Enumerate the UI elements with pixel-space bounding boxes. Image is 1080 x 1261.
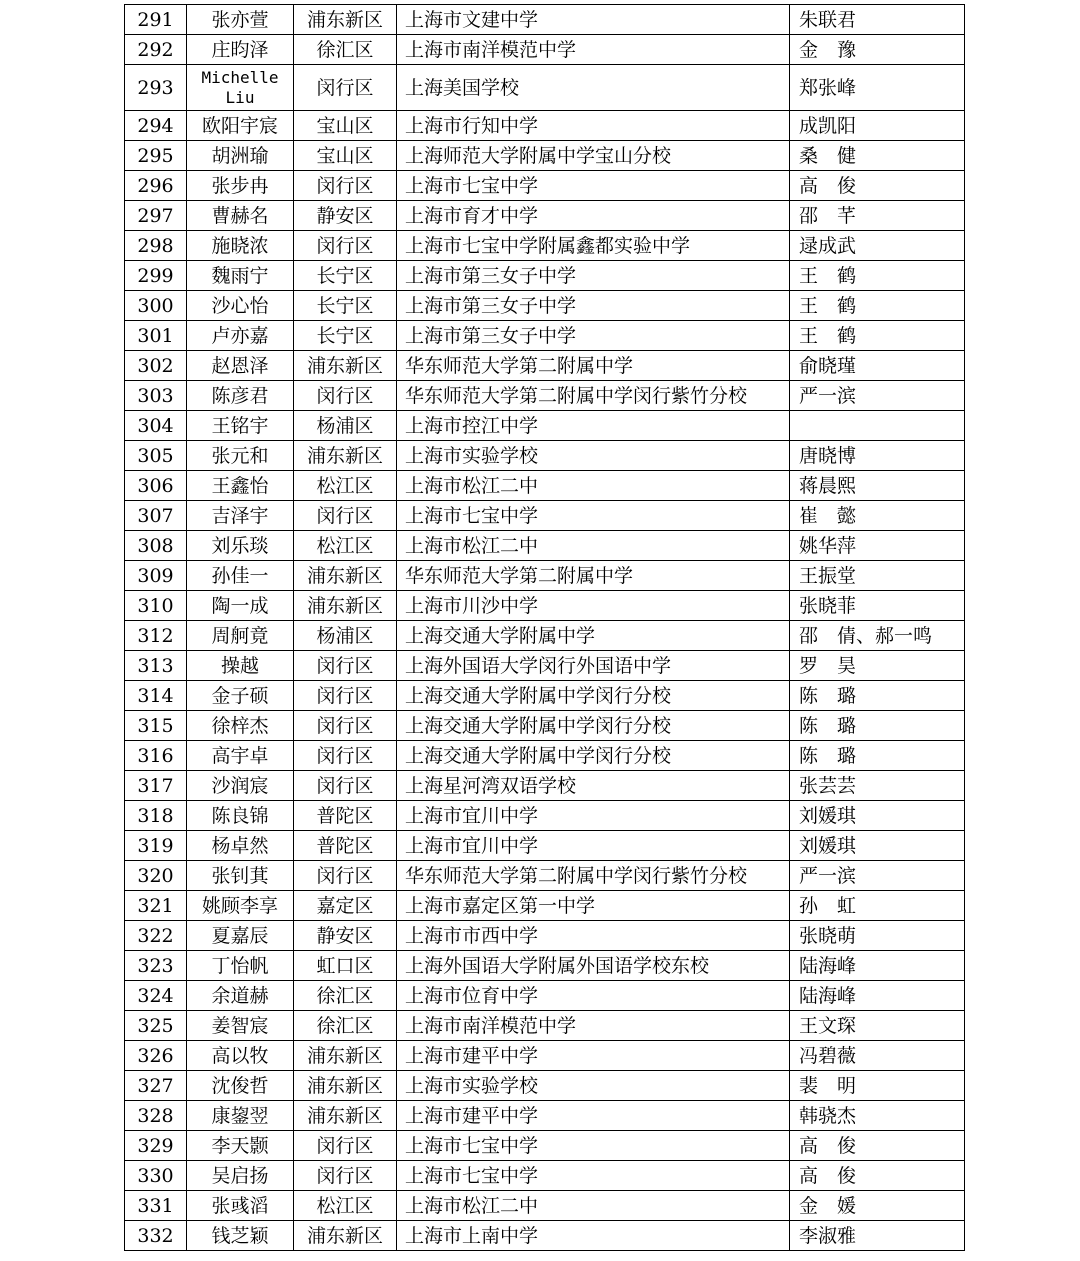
- table-row: [125, 501, 965, 531]
- teacher-cell: 裴 明: [790, 1071, 965, 1101]
- district-cell: 宝山区: [294, 111, 397, 141]
- row-number-cell: 295: [125, 141, 187, 171]
- student-name-cell: 沈俊哲: [187, 1071, 294, 1101]
- row-number-cell: 316: [125, 741, 187, 771]
- district-cell: 浦东新区: [294, 5, 397, 35]
- table-row: [125, 1071, 965, 1101]
- district-cell: 长宁区: [294, 321, 397, 351]
- student-name-cell: 曹赫名: [187, 201, 294, 231]
- student-name-cell: 陶一成: [187, 591, 294, 621]
- teacher-cell: 李淑雅: [790, 1221, 965, 1251]
- teacher-cell: 金 豫: [790, 35, 965, 65]
- teacher-cell: 王文琛: [790, 1011, 965, 1041]
- teacher-cell: 严一滨: [790, 861, 965, 891]
- row-number-cell: 300: [125, 291, 187, 321]
- district-cell: 闵行区: [294, 861, 397, 891]
- school-cell: 上海市七宝中学: [397, 1161, 790, 1191]
- district-cell: 浦东新区: [294, 441, 397, 471]
- row-number-cell: 318: [125, 801, 187, 831]
- table-row: [125, 771, 965, 801]
- school-cell: 上海市宜川中学: [397, 801, 790, 831]
- district-cell: 闵行区: [294, 65, 397, 111]
- student-name-cell: 陈良锦: [187, 801, 294, 831]
- table-row: [125, 681, 965, 711]
- student-name-cell: 周舸竟: [187, 621, 294, 651]
- teacher-cell: 陆海峰: [790, 951, 965, 981]
- row-number-cell: 306: [125, 471, 187, 501]
- school-cell: 上海市七宝中学: [397, 1131, 790, 1161]
- school-cell: 上海市实验学校: [397, 441, 790, 471]
- school-cell: 上海市育才中学: [397, 201, 790, 231]
- school-cell: 上海交通大学附属中学闵行分校: [397, 681, 790, 711]
- student-name-cell: 康鋆翌: [187, 1101, 294, 1131]
- district-cell: 静安区: [294, 921, 397, 951]
- row-number-cell: 298: [125, 231, 187, 261]
- teacher-cell: 唐晓博: [790, 441, 965, 471]
- school-cell: 上海市南洋模范中学: [397, 1011, 790, 1041]
- district-cell: 静安区: [294, 201, 397, 231]
- school-cell: 上海市行知中学: [397, 111, 790, 141]
- table-row: [125, 321, 965, 351]
- table-row: [125, 111, 965, 141]
- teacher-cell: 刘媛琪: [790, 801, 965, 831]
- school-cell: 上海市嘉定区第一中学: [397, 891, 790, 921]
- school-cell: 华东师范大学第二附属中学: [397, 351, 790, 381]
- teacher-cell: 陈 璐: [790, 681, 965, 711]
- teacher-cell: 俞晓瑾: [790, 351, 965, 381]
- table-row: [125, 591, 965, 621]
- row-number-cell: 303: [125, 381, 187, 411]
- district-cell: 浦东新区: [294, 561, 397, 591]
- table-row: [125, 231, 965, 261]
- student-name-cell: 夏嘉辰: [187, 921, 294, 951]
- student-name-cell: 王鑫怡: [187, 471, 294, 501]
- district-cell: 闵行区: [294, 681, 397, 711]
- table-row: [125, 141, 965, 171]
- row-number-cell: 322: [125, 921, 187, 951]
- student-name-cell: 卢亦嘉: [187, 321, 294, 351]
- student-name-cell: 魏雨宁: [187, 261, 294, 291]
- teacher-cell: 刘媛琪: [790, 831, 965, 861]
- district-cell: 闵行区: [294, 741, 397, 771]
- row-number-cell: 330: [125, 1161, 187, 1191]
- row-number-cell: 293: [125, 65, 187, 111]
- school-cell: 华东师范大学第二附属中学闵行紫竹分校: [397, 381, 790, 411]
- district-cell: 长宁区: [294, 291, 397, 321]
- student-name-cell: 金子硕: [187, 681, 294, 711]
- row-number-cell: 325: [125, 1011, 187, 1041]
- school-cell: 上海星河湾双语学校: [397, 771, 790, 801]
- district-cell: 普陀区: [294, 831, 397, 861]
- school-cell: 上海市文建中学: [397, 5, 790, 35]
- teacher-cell: 王 鹤: [790, 261, 965, 291]
- teacher-cell: 逯成武: [790, 231, 965, 261]
- row-number-cell: 314: [125, 681, 187, 711]
- teacher-cell: 桑 健: [790, 141, 965, 171]
- student-name-cell: 吉泽宇: [187, 501, 294, 531]
- teacher-cell: 蒋晨熙: [790, 471, 965, 501]
- row-number-cell: 317: [125, 771, 187, 801]
- row-number-cell: 329: [125, 1131, 187, 1161]
- row-number-cell: 310: [125, 591, 187, 621]
- roster-body: [125, 5, 965, 1251]
- student-name-cell: 张步冉: [187, 171, 294, 201]
- student-name-cell: Michelle Liu: [187, 65, 294, 111]
- row-number-cell: 328: [125, 1101, 187, 1131]
- row-number-cell: 308: [125, 531, 187, 561]
- row-number-cell: 331: [125, 1191, 187, 1221]
- school-cell: 上海市南洋模范中学: [397, 35, 790, 65]
- student-name-cell: 沙心怡: [187, 291, 294, 321]
- teacher-cell: 高 俊: [790, 1131, 965, 1161]
- school-cell: 上海外国语大学闵行外国语中学: [397, 651, 790, 681]
- school-cell: 上海市上南中学: [397, 1221, 790, 1251]
- district-cell: 浦东新区: [294, 1101, 397, 1131]
- table-row: [125, 1131, 965, 1161]
- school-cell: 上海市七宝中学: [397, 171, 790, 201]
- teacher-cell: 成凯阳: [790, 111, 965, 141]
- teacher-cell: 严一滨: [790, 381, 965, 411]
- school-cell: 上海市七宝中学附属鑫都实验中学: [397, 231, 790, 261]
- teacher-cell: 冯碧薇: [790, 1041, 965, 1071]
- student-name-cell: 余道赫: [187, 981, 294, 1011]
- school-cell: 上海市宜川中学: [397, 831, 790, 861]
- school-cell: 华东师范大学第二附属中学: [397, 561, 790, 591]
- district-cell: 徐汇区: [294, 35, 397, 65]
- school-cell: 上海外国语大学附属外国语学校东校: [397, 951, 790, 981]
- school-cell: 上海市川沙中学: [397, 591, 790, 621]
- student-name-cell: 吴启扬: [187, 1161, 294, 1191]
- row-number-cell: 292: [125, 35, 187, 65]
- school-cell: 上海市松江二中: [397, 531, 790, 561]
- school-cell: 上海师范大学附属中学宝山分校: [397, 141, 790, 171]
- district-cell: 浦东新区: [294, 351, 397, 381]
- student-name-cell: 沙润宸: [187, 771, 294, 801]
- row-number-cell: 299: [125, 261, 187, 291]
- teacher-cell: 邵 芊: [790, 201, 965, 231]
- table-row: [125, 1101, 965, 1131]
- row-number-cell: 324: [125, 981, 187, 1011]
- district-cell: 虹口区: [294, 951, 397, 981]
- table-row: [125, 1191, 965, 1221]
- roster-table: [124, 4, 965, 1251]
- table-row: [125, 651, 965, 681]
- teacher-cell: 陈 璐: [790, 711, 965, 741]
- student-name-cell: 杨卓然: [187, 831, 294, 861]
- district-cell: 闵行区: [294, 771, 397, 801]
- table-row: [125, 291, 965, 321]
- student-name-cell: 徐梓杰: [187, 711, 294, 741]
- row-number-cell: 302: [125, 351, 187, 381]
- teacher-cell: 孙 虹: [790, 891, 965, 921]
- table-row: [125, 1221, 965, 1251]
- teacher-cell: 朱联君: [790, 5, 965, 35]
- teacher-cell: 王振堂: [790, 561, 965, 591]
- district-cell: 松江区: [294, 471, 397, 501]
- student-name-cell: 张亦萱: [187, 5, 294, 35]
- row-number-cell: 321: [125, 891, 187, 921]
- student-name-cell: 李天颢: [187, 1131, 294, 1161]
- table-row: [125, 1041, 965, 1071]
- school-cell: 上海交通大学附属中学闵行分校: [397, 711, 790, 741]
- school-cell: 上海市实验学校: [397, 1071, 790, 1101]
- table-row: [125, 65, 965, 111]
- school-cell: 上海市建平中学: [397, 1101, 790, 1131]
- school-cell: 上海美国学校: [397, 65, 790, 111]
- district-cell: 闵行区: [294, 171, 397, 201]
- student-name-cell: 施晓浓: [187, 231, 294, 261]
- student-name-cell: 孙佳一: [187, 561, 294, 591]
- table-row: [125, 711, 965, 741]
- row-number-cell: 319: [125, 831, 187, 861]
- school-cell: 上海市控江中学: [397, 411, 790, 441]
- row-number-cell: 296: [125, 171, 187, 201]
- row-number-cell: 320: [125, 861, 187, 891]
- student-name-cell: 庄昀泽: [187, 35, 294, 65]
- school-cell: 华东师范大学第二附属中学闵行紫竹分校: [397, 861, 790, 891]
- table-row: [125, 801, 965, 831]
- teacher-cell: [790, 411, 965, 441]
- teacher-cell: 罗 昊: [790, 651, 965, 681]
- teacher-cell: 邵 倩、郝一鸣: [790, 621, 965, 651]
- row-number-cell: 304: [125, 411, 187, 441]
- teacher-cell: 陈 璐: [790, 741, 965, 771]
- school-cell: 上海市松江二中: [397, 471, 790, 501]
- district-cell: 杨浦区: [294, 411, 397, 441]
- table-row: [125, 1161, 965, 1191]
- district-cell: 闵行区: [294, 1131, 397, 1161]
- district-cell: 长宁区: [294, 261, 397, 291]
- student-name-cell: 张元和: [187, 441, 294, 471]
- teacher-cell: 韩骁杰: [790, 1101, 965, 1131]
- student-name-cell: 丁怡帆: [187, 951, 294, 981]
- teacher-cell: 陆海峰: [790, 981, 965, 1011]
- table-row: [125, 35, 965, 65]
- school-cell: 上海市市西中学: [397, 921, 790, 951]
- district-cell: 闵行区: [294, 651, 397, 681]
- school-cell: 上海市第三女子中学: [397, 261, 790, 291]
- row-number-cell: 326: [125, 1041, 187, 1071]
- table-row: [125, 5, 965, 35]
- district-cell: 浦东新区: [294, 1071, 397, 1101]
- table-row: [125, 351, 965, 381]
- table-row: [125, 981, 965, 1011]
- student-name-cell: 胡洲瑜: [187, 141, 294, 171]
- district-cell: 嘉定区: [294, 891, 397, 921]
- student-name-cell: 高以牧: [187, 1041, 294, 1071]
- teacher-cell: 高 俊: [790, 1161, 965, 1191]
- table-row: [125, 1011, 965, 1041]
- table-row: [125, 891, 965, 921]
- student-name-cell: 操越: [187, 651, 294, 681]
- table-row: [125, 741, 965, 771]
- table-row: [125, 411, 965, 441]
- district-cell: 浦东新区: [294, 1221, 397, 1251]
- student-name-cell: 张钊萁: [187, 861, 294, 891]
- row-number-cell: 305: [125, 441, 187, 471]
- row-number-cell: 315: [125, 711, 187, 741]
- row-number-cell: 332: [125, 1221, 187, 1251]
- school-cell: 上海市第三女子中学: [397, 291, 790, 321]
- teacher-cell: 王 鹤: [790, 321, 965, 351]
- table-row: [125, 531, 965, 561]
- district-cell: 徐汇区: [294, 981, 397, 1011]
- teacher-cell: 王 鹤: [790, 291, 965, 321]
- table-row: [125, 201, 965, 231]
- student-name-cell: 姚顾李享: [187, 891, 294, 921]
- row-number-cell: 327: [125, 1071, 187, 1101]
- district-cell: 杨浦区: [294, 621, 397, 651]
- school-cell: 上海市七宝中学: [397, 501, 790, 531]
- school-cell: 上海市位育中学: [397, 981, 790, 1011]
- row-number-cell: 294: [125, 111, 187, 141]
- row-number-cell: 323: [125, 951, 187, 981]
- teacher-cell: 金 媛: [790, 1191, 965, 1221]
- table-row: [125, 921, 965, 951]
- table-row: [125, 861, 965, 891]
- student-name-cell: 刘乐琰: [187, 531, 294, 561]
- district-cell: 徐汇区: [294, 1011, 397, 1041]
- school-cell: 上海市建平中学: [397, 1041, 790, 1071]
- row-number-cell: 312: [125, 621, 187, 651]
- row-number-cell: 301: [125, 321, 187, 351]
- district-cell: 松江区: [294, 1191, 397, 1221]
- student-name-cell: 赵恩泽: [187, 351, 294, 381]
- school-cell: 上海市松江二中: [397, 1191, 790, 1221]
- district-cell: 松江区: [294, 531, 397, 561]
- school-cell: 上海交通大学附属中学闵行分校: [397, 741, 790, 771]
- student-name-cell: 陈彦君: [187, 381, 294, 411]
- table-row: [125, 171, 965, 201]
- district-cell: 闵行区: [294, 381, 397, 411]
- row-number-cell: 309: [125, 561, 187, 591]
- teacher-cell: 崔 懿: [790, 501, 965, 531]
- district-cell: 闵行区: [294, 501, 397, 531]
- table-row: [125, 561, 965, 591]
- district-cell: 浦东新区: [294, 1041, 397, 1071]
- student-name-cell: 姜智宸: [187, 1011, 294, 1041]
- table-row: [125, 471, 965, 501]
- school-cell: 上海交通大学附属中学: [397, 621, 790, 651]
- table-row: [125, 381, 965, 411]
- district-cell: 浦东新区: [294, 591, 397, 621]
- student-name-cell: 钱芝颖: [187, 1221, 294, 1251]
- district-cell: 闵行区: [294, 711, 397, 741]
- table-row: [125, 261, 965, 291]
- student-name-cell: 高宇卓: [187, 741, 294, 771]
- row-number-cell: 297: [125, 201, 187, 231]
- student-name-cell: 张彧滔: [187, 1191, 294, 1221]
- table-row: [125, 831, 965, 861]
- teacher-cell: 张晓菲: [790, 591, 965, 621]
- table-row: [125, 621, 965, 651]
- district-cell: 宝山区: [294, 141, 397, 171]
- row-number-cell: 307: [125, 501, 187, 531]
- student-name-cell: 王铭宇: [187, 411, 294, 441]
- school-cell: 上海市第三女子中学: [397, 321, 790, 351]
- table-row: [125, 951, 965, 981]
- teacher-cell: 张晓萌: [790, 921, 965, 951]
- row-number-cell: 291: [125, 5, 187, 35]
- teacher-cell: 张芸芸: [790, 771, 965, 801]
- district-cell: 闵行区: [294, 231, 397, 261]
- teacher-cell: 郑张峰: [790, 65, 965, 111]
- district-cell: 闵行区: [294, 1161, 397, 1191]
- table-row: [125, 441, 965, 471]
- teacher-cell: 高 俊: [790, 171, 965, 201]
- row-number-cell: 313: [125, 651, 187, 681]
- teacher-cell: 姚华萍: [790, 531, 965, 561]
- student-name-cell: 欧阳宇宸: [187, 111, 294, 141]
- district-cell: 普陀区: [294, 801, 397, 831]
